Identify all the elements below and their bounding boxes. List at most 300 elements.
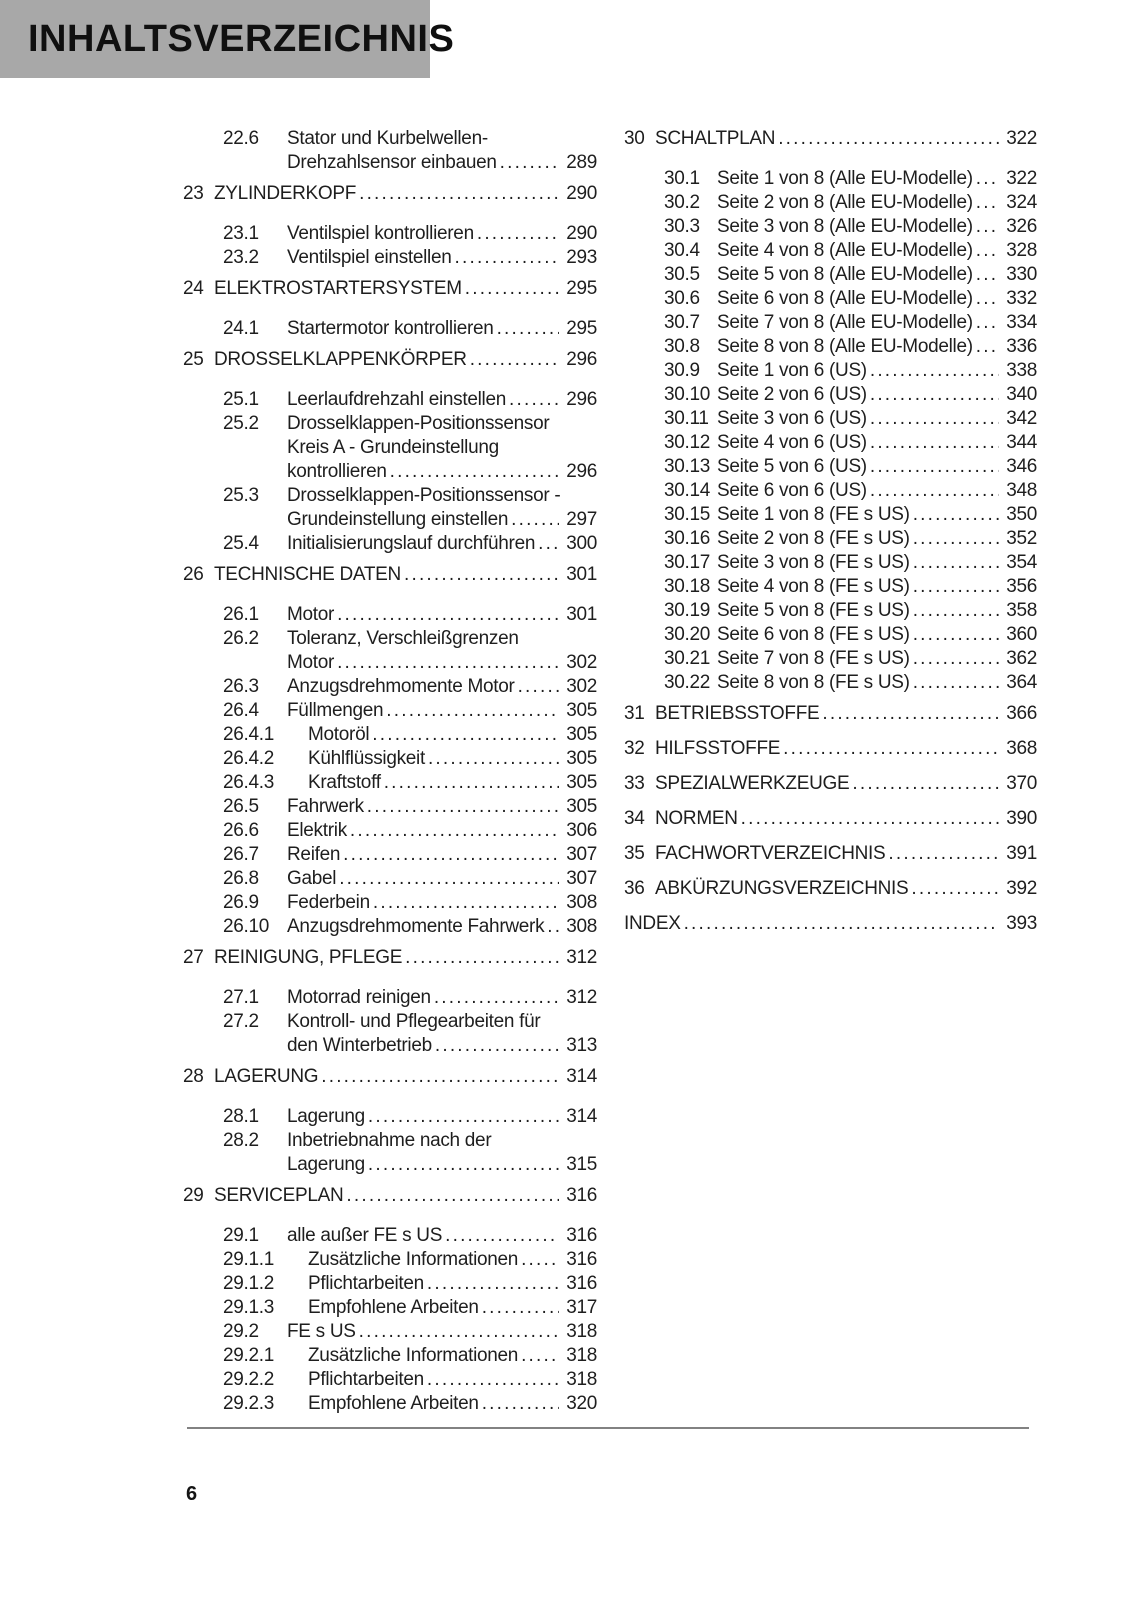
toc-entry-last-line: [308, 1296, 597, 1320]
dot-leader: [521, 1248, 559, 1272]
toc-entry-text: Anzugsdrehmomente Fahrwerk: [287, 916, 545, 937]
dot-leader: [359, 1320, 560, 1344]
toc-entry[interactable]: [624, 359, 1037, 383]
toc-entry[interactable]: [183, 1065, 597, 1089]
toc-entry-page: 332: [1006, 288, 1037, 309]
toc-entry-body: [717, 191, 1037, 215]
toc-entry-text: Motoröl: [308, 724, 370, 745]
toc-entry-number: 26.4.2: [223, 748, 275, 769]
toc-entry-page: 296: [566, 349, 597, 370]
toc-entry-number: 30.22: [664, 672, 711, 693]
toc-entry-last-line: [214, 1065, 597, 1089]
toc-entry[interactable]: [624, 127, 1037, 151]
toc-entry-number: 30.16: [664, 528, 711, 549]
toc-entry-text: Motor: [287, 652, 335, 673]
toc-entry-body: [308, 771, 597, 795]
toc-entry[interactable]: [624, 263, 1037, 287]
toc-entry-body: [287, 1010, 597, 1058]
dot-leader: [976, 167, 999, 191]
toc-entry-page: 305: [566, 724, 597, 745]
toc-entry-body: [287, 1129, 597, 1177]
toc-entry-page: 312: [566, 947, 597, 968]
toc-entry-page: 314: [566, 1066, 597, 1087]
toc-entry-text: Seite 8 von 8 (FE s US): [717, 672, 910, 693]
toc-entry-text: ELEKTROSTARTERSYSTEM: [214, 278, 462, 299]
toc-entry-body: [655, 702, 1037, 726]
toc-entry-last-line: [287, 151, 597, 175]
toc-entry-text: Gabel: [287, 868, 337, 889]
toc-entry[interactable]: [624, 479, 1037, 503]
toc-entry-page: 328: [1006, 240, 1037, 261]
toc-entry-number: 26.4.3: [223, 772, 275, 793]
dot-leader: [518, 675, 560, 699]
toc-entry-page: 322: [1006, 168, 1037, 189]
toc-entry-page: 340: [1006, 384, 1037, 405]
toc-entry-number: 23.1: [223, 223, 259, 244]
toc-entry[interactable]: [183, 563, 597, 587]
dot-leader: [511, 508, 559, 532]
toc-entry-text: SERVICEPLAN: [214, 1185, 344, 1206]
toc-entry-text: alle außer FE s US: [287, 1225, 443, 1246]
toc-column-left: [183, 127, 597, 1416]
toc-entry-last-line: [308, 747, 597, 771]
toc-entry-body: [287, 484, 597, 532]
toc-entry[interactable]: [183, 532, 597, 556]
toc-entry[interactable]: [624, 702, 1037, 726]
footer-rule: [187, 1427, 1029, 1429]
toc-entry[interactable]: [624, 912, 1037, 936]
toc-entry[interactable]: [183, 222, 597, 246]
toc-entry[interactable]: [183, 843, 597, 867]
toc-entry-last-line: [655, 807, 1037, 831]
toc-entry[interactable]: [624, 215, 1037, 239]
toc-entry-number: 24: [183, 278, 204, 299]
toc-entry-number: 26.5: [223, 796, 259, 817]
toc-entry[interactable]: [183, 182, 597, 206]
toc-entry-text: DROSSELKLAPPENKÖRPER: [214, 349, 467, 370]
toc-entry-body: [308, 747, 597, 771]
toc-entry[interactable]: [624, 167, 1037, 191]
toc-entry[interactable]: [183, 675, 597, 699]
toc-entry[interactable]: [624, 807, 1037, 831]
toc-entry[interactable]: [624, 575, 1037, 599]
toc-entry-body: [717, 455, 1037, 479]
toc-entry-number: 30.8: [664, 336, 700, 357]
toc-entry-text: INDEX: [624, 913, 681, 934]
toc-entry-last-line: [717, 191, 1037, 215]
dot-leader: [870, 431, 999, 455]
toc-entry-page: 362: [1006, 648, 1037, 669]
dot-leader: [321, 1065, 559, 1089]
toc-entry[interactable]: [183, 348, 597, 372]
toc-entry-text: Anzugsdrehmomente Motor: [287, 676, 515, 697]
toc-entry-last-line: [287, 891, 597, 915]
toc-entry[interactable]: [624, 551, 1037, 575]
toc-entry-body: [624, 912, 1037, 936]
toc-entry[interactable]: [624, 335, 1037, 359]
dot-leader: [913, 671, 1000, 695]
toc-entry[interactable]: [183, 484, 597, 532]
toc-entry-text: Seite 1 von 8 (Alle EU-Modelle): [717, 168, 973, 189]
toc-entry-body: [287, 843, 597, 867]
toc-entry-text: Seite 5 von 8 (Alle EU-Modelle): [717, 264, 973, 285]
toc-entry-body: [287, 819, 597, 843]
toc-entry-text: ABKÜRZUNGSVERZEICHNIS: [655, 878, 909, 899]
toc-entry-last-line: [655, 702, 1037, 726]
toc-entry-page: 295: [566, 318, 597, 339]
toc-entry-number: 26.9: [223, 892, 259, 913]
toc-entry-text: BETRIEBSSTOFFE: [655, 703, 820, 724]
toc-entry-body: [308, 723, 597, 747]
toc-entry-number: 27.2: [223, 1011, 259, 1032]
toc-entry-last-line: [287, 1224, 597, 1248]
toc-entry[interactable]: [183, 795, 597, 819]
dot-leader: [976, 287, 999, 311]
toc-entry-last-line: [624, 912, 1037, 936]
toc-entry[interactable]: [183, 412, 597, 484]
toc-entry-text: Seite 6 von 8 (Alle EU-Modelle): [717, 288, 973, 309]
toc-entry-body: [287, 127, 597, 175]
toc-entry-number: 30.1: [664, 168, 700, 189]
toc-entry-text: Stator und Kurbelwellen-: [287, 128, 488, 149]
dot-leader: [976, 311, 999, 335]
toc-entry-body: [308, 1344, 597, 1368]
toc-entry-body: [655, 737, 1037, 761]
toc-entry-body: [655, 842, 1037, 866]
toc-entry-last-line: [717, 599, 1037, 623]
toc-entry-page: 302: [566, 652, 597, 673]
dot-leader: [390, 460, 560, 484]
toc-entry-page: 348: [1006, 480, 1037, 501]
toc-entry-last-line: [717, 527, 1037, 551]
toc-entry-page: 305: [566, 772, 597, 793]
toc-entry[interactable]: [183, 246, 597, 270]
toc-entry-text: Initialisierungslauf durchführen: [287, 533, 536, 554]
toc-entry[interactable]: [183, 1129, 597, 1177]
toc-entry-number: 22.6: [223, 128, 259, 149]
dot-leader: [337, 651, 559, 675]
toc-entry[interactable]: [183, 946, 597, 970]
toc-entry-body: [717, 623, 1037, 647]
dot-leader: [497, 317, 560, 341]
toc-entry-body: [214, 277, 597, 301]
toc-entry[interactable]: [183, 1224, 597, 1248]
toc-entry[interactable]: [624, 623, 1037, 647]
toc-entry-page: 305: [566, 748, 597, 769]
dot-leader: [367, 795, 559, 819]
toc-entry[interactable]: [624, 647, 1037, 671]
dot-leader: [822, 702, 999, 726]
toc-entry-last-line: [717, 215, 1037, 239]
dot-leader: [913, 623, 1000, 647]
toc-entry-last-line: [308, 1272, 597, 1296]
dot-leader: [368, 1105, 559, 1129]
toc-entry-number: 26.3: [223, 676, 259, 697]
toc-entry[interactable]: [624, 287, 1037, 311]
toc-entry[interactable]: [624, 383, 1037, 407]
dot-leader: [913, 575, 1000, 599]
toc-entry[interactable]: [183, 1272, 597, 1296]
dot-leader: [465, 277, 559, 301]
toc-entry-text: Ventilspiel kontrollieren: [287, 223, 474, 244]
toc-entry[interactable]: [183, 1184, 597, 1208]
toc-entry-page: 324: [1006, 192, 1037, 213]
toc-entry-number: 25.4: [223, 533, 259, 554]
toc-entry-text: Lagerung: [287, 1106, 365, 1127]
toc-entry-number: 25.2: [223, 413, 259, 434]
toc-entry-last-line: [717, 167, 1037, 191]
toc-entry-number: 36: [624, 878, 645, 899]
toc-entry-text: Motorrad reinigen: [287, 987, 431, 1008]
toc-entry-page: 297: [566, 509, 597, 530]
toc-entry[interactable]: [183, 627, 597, 675]
toc-entry-text: Seite 3 von 6 (US): [717, 408, 867, 429]
toc-entry-body: [287, 1320, 597, 1344]
dot-leader: [346, 1184, 559, 1208]
toc-entry-page: 305: [566, 700, 597, 721]
dot-leader: [538, 532, 559, 556]
toc-entry-page: 368: [1006, 738, 1037, 759]
toc-entry[interactable]: [624, 877, 1037, 901]
toc-entry[interactable]: [624, 455, 1037, 479]
toc-entry-body: [717, 671, 1037, 695]
toc-entry-body: [717, 215, 1037, 239]
toc-entry[interactable]: [624, 772, 1037, 796]
toc-entry-body: [308, 1248, 597, 1272]
toc-entry[interactable]: [624, 527, 1037, 551]
toc-entry-last-line: [717, 575, 1037, 599]
toc-entry-last-line: [287, 317, 597, 341]
toc-entry[interactable]: [183, 699, 597, 723]
toc-entry-page: 293: [566, 247, 597, 268]
toc-entry-text: Seite 5 von 6 (US): [717, 456, 867, 477]
toc-entry-text: Leerlaufdrehzahl einstellen: [287, 389, 507, 410]
toc-entry-page: 392: [1006, 878, 1037, 899]
toc-entry-page: 364: [1006, 672, 1037, 693]
toc-entry-text: Kühlflüssigkeit: [308, 748, 425, 769]
toc-entry[interactable]: [183, 1344, 597, 1368]
toc-entry-body: [214, 1184, 597, 1208]
toc-entry-number: 30.2: [664, 192, 700, 213]
toc-entry-last-line: [308, 1248, 597, 1272]
toc-entry[interactable]: [183, 723, 597, 747]
dot-leader: [870, 383, 999, 407]
dot-leader: [470, 348, 559, 372]
toc-entry-last-line: [287, 1153, 597, 1177]
toc-entry-page: 322: [1006, 128, 1037, 149]
toc-entry-page: 295: [566, 278, 597, 299]
toc-entry-page: 342: [1006, 408, 1037, 429]
toc-entry[interactable]: [183, 1320, 597, 1344]
toc-entry-number: 30: [624, 128, 645, 149]
toc-entry-body: [308, 1392, 597, 1416]
toc-entry-text: Seite 1 von 8 (FE s US): [717, 504, 910, 525]
toc-entry-number: 26.6: [223, 820, 259, 841]
toc-entry-page: 352: [1006, 528, 1037, 549]
toc-entry-page: 305: [566, 796, 597, 817]
toc-entry-number: 30.3: [664, 216, 700, 237]
toc-entry-body: [717, 359, 1037, 383]
dot-leader: [547, 915, 559, 939]
toc-entry[interactable]: [624, 503, 1037, 527]
toc-entry-last-line: [214, 1184, 597, 1208]
dot-leader: [870, 407, 999, 431]
toc-entry[interactable]: [624, 239, 1037, 263]
toc-entry-page: 289: [566, 152, 597, 173]
toc-entry[interactable]: [183, 388, 597, 412]
toc-entry[interactable]: [183, 867, 597, 891]
toc-entry-number: 33: [624, 773, 645, 794]
toc-entry-last-line: [287, 460, 597, 484]
dot-leader: [500, 151, 560, 175]
toc-entry-last-line: [655, 842, 1037, 866]
toc-entry-body: [308, 1272, 597, 1296]
toc-entry-page: 350: [1006, 504, 1037, 525]
toc-entry-page: 316: [566, 1185, 597, 1206]
toc-entry-number: 24.1: [223, 318, 259, 339]
toc-entry-page: 316: [566, 1249, 597, 1270]
toc-entry-last-line: [308, 1392, 597, 1416]
dot-leader: [509, 388, 559, 412]
dot-leader: [911, 877, 999, 901]
toc-entry[interactable]: [183, 986, 597, 1010]
toc-entry-text: Federbein: [287, 892, 370, 913]
toc-entry-body: [287, 867, 597, 891]
toc-entry-page: 290: [566, 223, 597, 244]
toc-entry[interactable]: [183, 127, 597, 175]
toc-entry-last-line: [717, 287, 1037, 311]
toc-entry-text: Seite 3 von 8 (FE s US): [717, 552, 910, 573]
toc-entry[interactable]: [183, 1392, 597, 1416]
toc-entry-text: NORMEN: [655, 808, 738, 829]
toc-entry-last-line: [287, 222, 597, 246]
toc-entry-number: 29.2.3: [223, 1393, 275, 1414]
toc-entry-number: 26.1: [223, 604, 259, 625]
toc-entry[interactable]: [183, 891, 597, 915]
toc-entry-text: SPEZIALWERKZEUGE: [655, 773, 850, 794]
dot-leader: [870, 479, 999, 503]
toc-entry[interactable]: [624, 431, 1037, 455]
page-number: 6: [186, 1483, 198, 1505]
dot-leader: [976, 239, 999, 263]
toc-entry-last-line: [717, 479, 1037, 503]
toc-entry[interactable]: [183, 819, 597, 843]
toc-entry[interactable]: [183, 1010, 597, 1058]
toc-entry-page: 338: [1006, 360, 1037, 381]
toc-entry-body: [287, 246, 597, 270]
toc-entry-last-line: [287, 1034, 597, 1058]
toc-entry[interactable]: [183, 915, 597, 939]
toc-entry-last-line: [287, 675, 597, 699]
toc-entry[interactable]: [624, 671, 1037, 695]
toc-entry[interactable]: [183, 747, 597, 771]
dot-leader: [339, 867, 559, 891]
dot-leader: [778, 127, 999, 151]
toc-entry-page: 391: [1006, 843, 1037, 864]
toc-entry[interactable]: [183, 1368, 597, 1392]
toc-entry-last-line: [717, 335, 1037, 359]
toc-entry-last-line: [287, 1105, 597, 1129]
toc-entry-number: 30.12: [664, 432, 711, 453]
dot-leader: [976, 215, 999, 239]
toc-entry-body: [717, 263, 1037, 287]
toc-entry-number: 30.19: [664, 600, 711, 621]
toc-entry-number: 25.1: [223, 389, 259, 410]
dot-leader: [343, 843, 559, 867]
toc-entry-number: 26.4.1: [223, 724, 275, 745]
toc-entry[interactable]: [624, 311, 1037, 335]
toc-entry-number: 30.18: [664, 576, 711, 597]
toc-entry-body: [287, 699, 597, 723]
toc-entry-page: 358: [1006, 600, 1037, 621]
toc-entry-last-line: [287, 843, 597, 867]
toc-entry-text: Inbetriebnahme nach der: [287, 1130, 492, 1151]
toc-entry-number: 28.2: [223, 1130, 259, 1151]
toc-entry-text: TECHNISCHE DATEN: [214, 564, 401, 585]
toc-entry[interactable]: [624, 407, 1037, 431]
toc-entry-page: 296: [566, 461, 597, 482]
toc-entry-body: [717, 311, 1037, 335]
dot-leader: [741, 807, 1000, 831]
dot-leader: [913, 551, 1000, 575]
toc-entry-body: [655, 127, 1037, 151]
toc-entry-number: 29.1.2: [223, 1273, 275, 1294]
toc-entry[interactable]: [183, 603, 597, 627]
toc-column-right: [624, 127, 1037, 936]
toc-entry[interactable]: [183, 1296, 597, 1320]
toc-entry-body: [717, 287, 1037, 311]
toc-entry-text: FE s US: [287, 1321, 356, 1342]
toc-entry-number: 29.1.1: [223, 1249, 275, 1270]
toc-entry-page: 354: [1006, 552, 1037, 573]
toc-entry-last-line: [287, 246, 597, 270]
toc-entry-page: 366: [1006, 703, 1037, 724]
toc-entry[interactable]: [183, 277, 597, 301]
dot-leader: [783, 737, 999, 761]
toc-entry-page: 314: [566, 1106, 597, 1127]
dot-leader: [482, 1392, 559, 1416]
toc-entry[interactable]: [183, 317, 597, 341]
toc-entry[interactable]: [624, 842, 1037, 866]
toc-entry-last-line: [214, 563, 597, 587]
toc-entry-body: [717, 383, 1037, 407]
toc-entry[interactable]: [183, 1105, 597, 1129]
page-header: [0, 0, 455, 78]
toc-entry-last-line: [717, 623, 1037, 647]
dot-leader: [372, 723, 559, 747]
toc-entry-number: 30.20: [664, 624, 711, 645]
toc-entry[interactable]: [624, 191, 1037, 215]
dot-leader: [350, 819, 559, 843]
toc-entry-body: [287, 891, 597, 915]
dot-leader: [428, 747, 559, 771]
toc-entry[interactable]: [183, 771, 597, 795]
toc-entry-number: 30.17: [664, 552, 711, 573]
toc-entry-number: 29: [183, 1185, 204, 1206]
toc-entry-number: 29.1.3: [223, 1297, 275, 1318]
toc-entry[interactable]: [624, 737, 1037, 761]
toc-entry-last-line: [308, 723, 597, 747]
toc-entry-last-line: [214, 946, 597, 970]
toc-entry[interactable]: [624, 599, 1037, 623]
dot-leader: [404, 563, 559, 587]
toc-entry-number: 30.5: [664, 264, 700, 285]
toc-entry-number: 26.10: [223, 916, 270, 937]
toc-entry-text: Seite 1 von 6 (US): [717, 360, 867, 381]
toc-entry-last-line: [287, 986, 597, 1010]
toc-entry[interactable]: [183, 1248, 597, 1272]
toc-entry-page: 307: [566, 868, 597, 889]
